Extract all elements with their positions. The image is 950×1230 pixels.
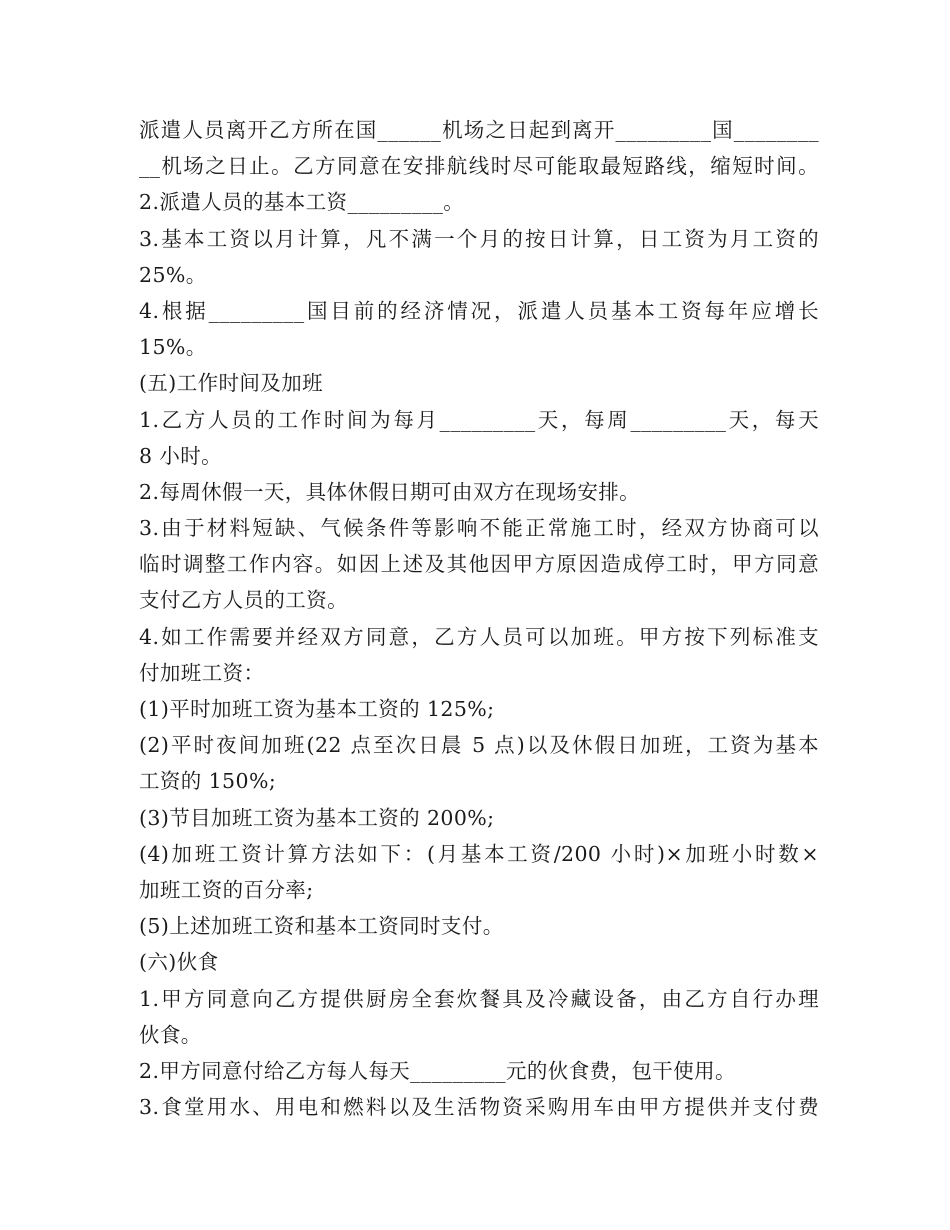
document-body (139, 112, 819, 1125)
text-line: 支付乙方人员的工资。 (139, 588, 348, 613)
text-line: 3.食堂用水、用电和燃料以及生活物资采购用车由甲方提供并支付费 (139, 1095, 819, 1120)
text-line: (2)平时夜间加班(22 点至次日晨 5 点)以及休假日加班，工资为基本 (139, 733, 819, 758)
text-line: (5)上述加班工资和基本工资同时支付。 (139, 914, 504, 939)
text-line: 4.如工作需要并经双方同意，乙方人员可以加班。甲方按下列标准支 (139, 624, 819, 649)
text-line: (六)伙食 (139, 950, 219, 975)
text-line: 1.甲方同意向乙方提供厨房全套炊餐具及冷藏设备，由乙方自行办理 (139, 986, 819, 1011)
text-line: 工资的 150%; (139, 769, 277, 794)
text-line: __机场之日止。乙方同意在安排航线时尽可能取最短路线，缩短时间。 (139, 154, 819, 179)
text-line: 15%。 (139, 335, 207, 360)
text-line: 3.基本工资以月计算，凡不满一个月的按日计算，日工资为月工资的 (139, 226, 819, 251)
text-line: (4)加班工资计算方法如下：(月基本工资/200 小时)×加班小时数× (139, 841, 819, 866)
text-line: 2.每周休假一天，具体休假日期可由双方在现场安排。 (139, 479, 641, 504)
text-line: 2.派遣人员的基本工资_________。 (139, 190, 465, 215)
text-line: (五)工作时间及加班 (139, 371, 323, 396)
text-line: 25%。 (139, 262, 207, 287)
text-line: (3)节目加班工资为基本工资的 200%; (139, 805, 495, 830)
text-line: 2.甲方同意付给乙方每人每天_________元的伙食费，包干使用。 (139, 1058, 736, 1083)
text-line: 伙食。 (139, 1022, 202, 1047)
text-line: 付加班工资： (139, 660, 265, 685)
text-line: 加班工资的百分率; (139, 877, 314, 902)
text-line: 8 小时。 (139, 443, 223, 468)
text-line: 3.由于材料短缺、气候条件等影响不能正常施工时，经双方协商可以 (139, 516, 819, 541)
text-line: 临时调整工作内容。如因上述及其他因甲方原因造成停工时，甲方同意 (139, 552, 819, 577)
text-line: 派遣人员离开乙方所在国______机场之日起到离开_________国________ (139, 118, 819, 142)
text-line: 4.根据_________国目前的经济情况，派遣人员基本工资每年应增长 (139, 298, 819, 323)
text-line: (1)平时加班工资为基本工资的 125%; (139, 697, 495, 721)
text-line: 1.乙方人员的工作时间为每月_________天，每周_________天，每天 (139, 407, 819, 432)
